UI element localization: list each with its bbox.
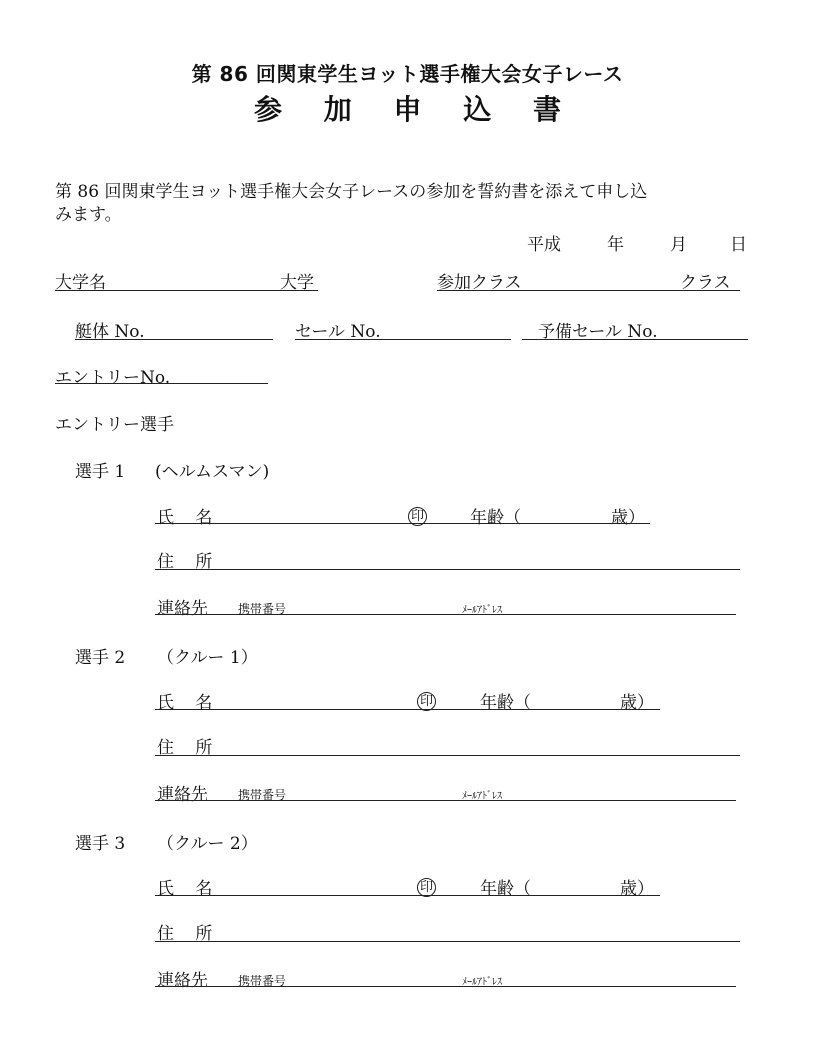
player-2-age-suffix: 歳） (620, 693, 654, 713)
player-2-name-label: 氏 名 (157, 693, 221, 713)
player-3-email-label: ﾒｰﾙｱﾄﾞﾚｽ (462, 977, 502, 988)
player-1-age-label: 年齢（ (470, 508, 521, 528)
form-subtitle: 参 加 申 込 書 (254, 93, 577, 126)
date-month: 月 (670, 235, 687, 255)
class-field[interactable] (437, 290, 740, 291)
date-day: 日 (730, 235, 747, 255)
intro-line-1: 第 86 回関東学生ヨット選手権大会女子レースの参加を誓約書を添えて申し込 (55, 182, 648, 202)
player-1-name-label: 氏 名 (157, 508, 221, 528)
player-2-mobile-label: 携帯番号 (238, 788, 287, 802)
entry-players-heading: エントリー選手 (55, 415, 174, 435)
player-1-mobile-label: 携帯番号 (238, 602, 287, 616)
player-3-age-label: 年齢（ (480, 879, 531, 899)
player-2-age-label: 年齢（ (480, 693, 531, 713)
entry-no-label: エントリーNo. (55, 368, 171, 388)
form-title: 第 86 回関東学生ヨット選手権大会女子レース (191, 62, 624, 86)
player-2-role: （クルー 1） (157, 648, 258, 668)
player-1-address-label: 住 所 (157, 552, 221, 572)
spare-sail-field[interactable] (522, 339, 748, 340)
class-suffix: クラス (680, 273, 731, 293)
player-3-name-label: 氏 名 (157, 879, 221, 899)
sail-field[interactable] (295, 339, 511, 340)
player-3-role: （クルー 2） (157, 834, 258, 854)
entry-no-field[interactable] (55, 383, 268, 384)
player-1-name-field[interactable] (155, 523, 650, 524)
player-3-name-field[interactable] (155, 895, 660, 896)
player-1-email-label: ﾒｰﾙｱﾄﾞﾚｽ (462, 605, 502, 616)
player-2-seal (417, 690, 436, 711)
player-1-contact-label: 連絡先 (157, 599, 208, 619)
player-1-age-suffix: 歳） (611, 508, 645, 528)
spare-sail-label: 予備セール No. (538, 322, 658, 342)
player-1-role: (ヘルムスマン) (155, 462, 270, 482)
hull-label: 艇体 No. (75, 322, 145, 342)
player-2-name-field[interactable] (155, 709, 660, 710)
player-2-address-label: 住 所 (157, 738, 221, 758)
sail-label: セール No. (295, 322, 381, 342)
intro-line-2: みます。 (55, 205, 122, 225)
player-3-address-label: 住 所 (157, 924, 221, 944)
player-3-label: 選手 3 (75, 834, 126, 854)
player-3-address-field[interactable] (155, 941, 740, 942)
university-suffix: 大学 (280, 273, 314, 293)
player-3-contact-field[interactable] (155, 986, 736, 987)
player-3-contact-label: 連絡先 (157, 971, 208, 991)
player-2-contact-field[interactable] (155, 800, 736, 801)
seal-icon: 印 (408, 507, 427, 526)
player-3-age-suffix: 歳） (620, 879, 654, 899)
date-era: 平成 (527, 235, 561, 255)
player-3-mobile-label: 携帯番号 (238, 974, 287, 988)
player-3-seal (417, 876, 436, 897)
hull-field[interactable] (75, 339, 273, 340)
date-year: 年 (607, 235, 624, 255)
seal-icon: 印 (417, 692, 436, 711)
player-1-label: 選手 1 (75, 462, 126, 482)
player-2-contact-label: 連絡先 (157, 785, 208, 805)
university-label: 大学名 (55, 273, 106, 293)
player-2-label: 選手 2 (75, 648, 126, 668)
player-1-contact-field[interactable] (155, 614, 736, 615)
player-2-email-label: ﾒｰﾙｱﾄﾞﾚｽ (462, 791, 502, 802)
player-1-address-field[interactable] (155, 569, 740, 570)
class-label: 参加クラス (437, 273, 522, 293)
university-field[interactable] (55, 290, 318, 291)
seal-icon: 印 (417, 878, 436, 897)
player-2-address-field[interactable] (155, 755, 740, 756)
